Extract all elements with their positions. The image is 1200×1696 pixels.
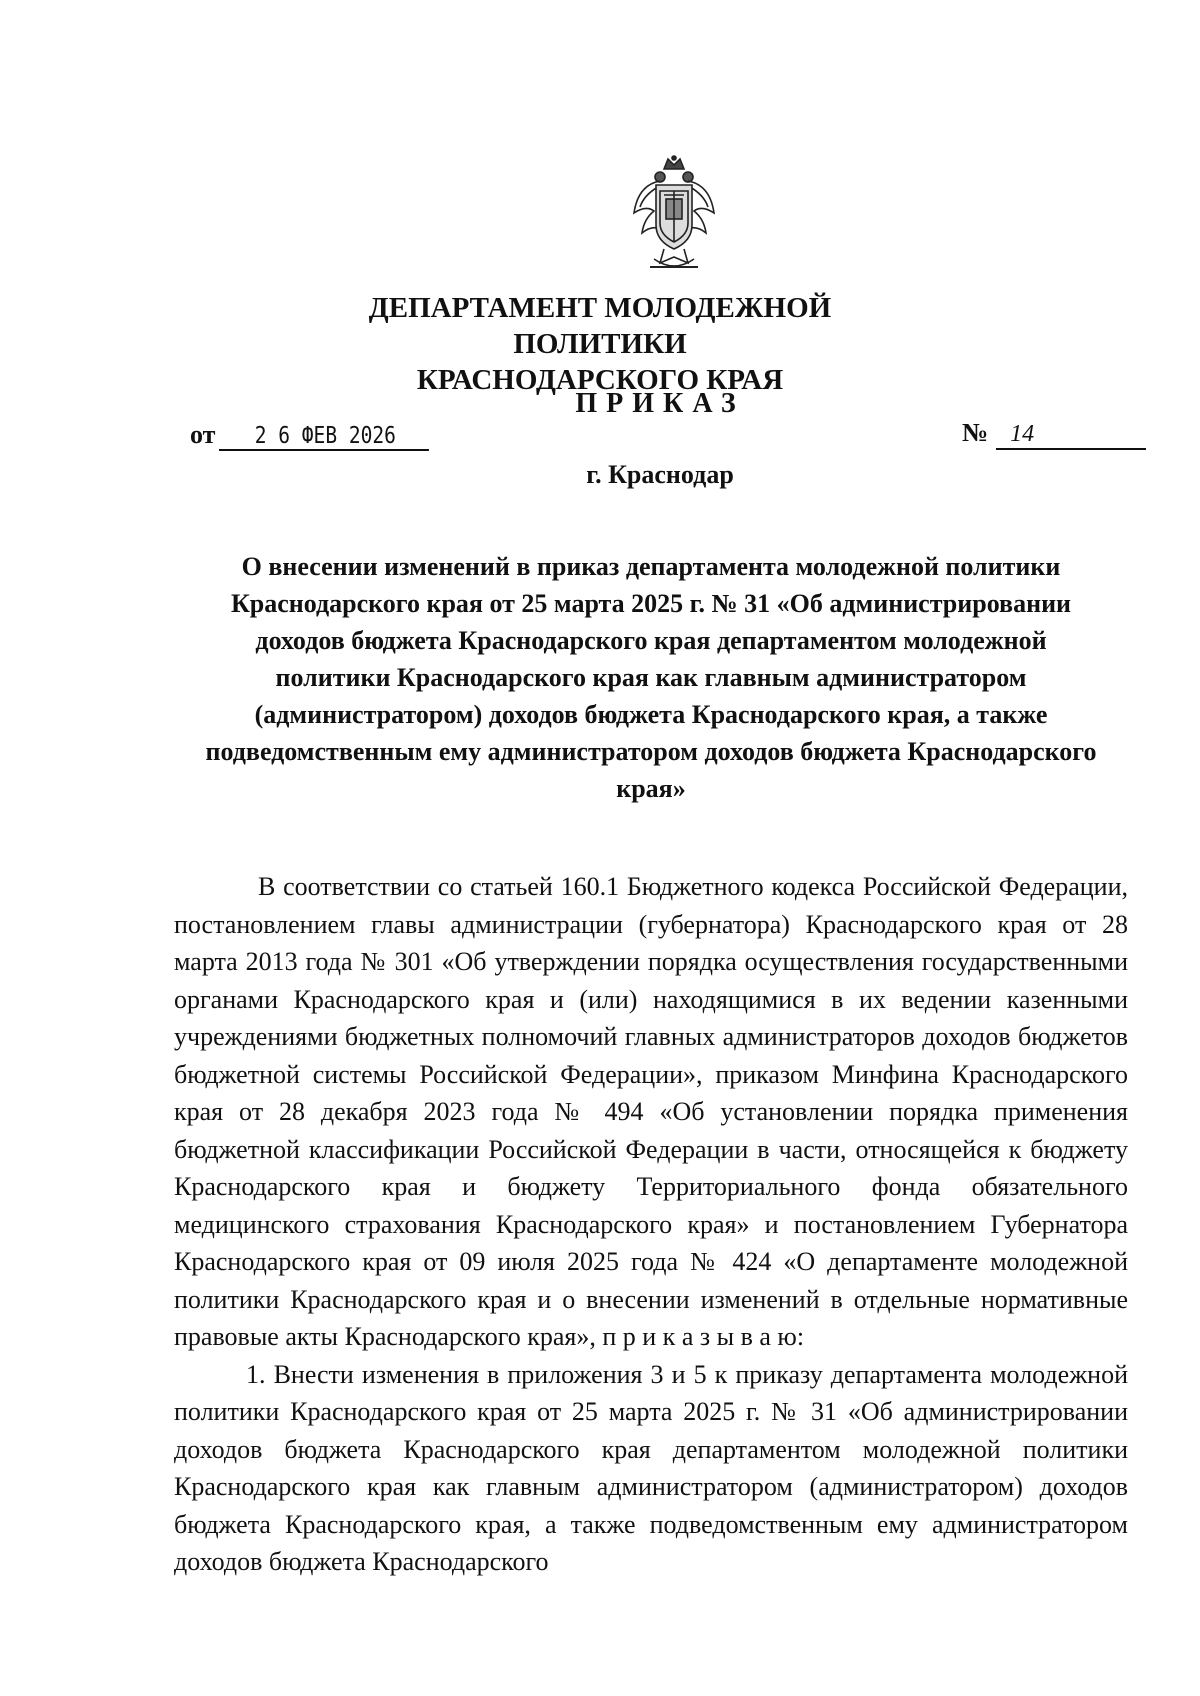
date-label: от <box>190 420 216 449</box>
department-name-line2: КРАСНОДАРСКОГО КРАЯ <box>416 364 784 396</box>
number-handwritten: 14 <box>996 421 1146 450</box>
body-paragraph-1: В соответствии со статьей 160.1 Бюджетного кодекса Российской Федерации, постановлением главы администрации (губернатора) Краснодарского края от 28 марта 2013 года № 301 «Об утверждении порядка осуществления государственными органами Краснодарского края и (или) находящимися в их ведении казенными учреждениями бюджетных полномочий главных администраторов доходов бюджетов бюджетной системы Российской Федерации», приказом Минфина Краснодарского края от 28 декабря 2023 года № 494 «Об установлении порядка применения бюджетной классификации Российской Федерации в части, относящейся к бюджету Краснодарского края и бюджету Территориального фонда обязательного медицинского страхования Краснодарского края» и постановлением Губернатора Краснодарского края от 09 июля 2025 года № 424 «О департаменте молодежной политики Краснодарского края и о внесении изменений в отдельные нормативные правовые акты Краснодарского края», п р и к а з ы в а ю: <box>174 872 1128 1351</box>
number-label: № <box>962 418 989 447</box>
date-line <box>190 420 466 451</box>
body-paragraph-2: 1. Внести изменения в приложения 3 и 5 к приказу департамента молодежной политики Краснодарского края от 25 марта 2025 г. № 31 «Об администрировании доходов бюджета Краснодарского края департаментом молодежной политики Краснодарского края как главным администратором (администратором) доходов бюджета Краснодарского края, а также подведомственным ему администратором доходов бюджета Краснодарского <box>174 1359 1128 1576</box>
coat-of-arms-icon <box>630 155 718 273</box>
number-line <box>962 418 1146 450</box>
document-type: ПРИКАЗ <box>575 388 745 419</box>
department-name <box>300 290 900 398</box>
city: г. Краснодар <box>586 460 734 489</box>
department-name-line1: ДЕПАРТАМЕНТ МОЛОДЕЖНОЙ ПОЛИТИКИ <box>368 292 832 360</box>
date-stamp: 2 6 ФЕВ 2026 <box>219 423 429 451</box>
document-body <box>174 868 1128 1581</box>
document-title: О внесении изменений в приказ департамента молодежной политики Краснодарского края от 25 марта 2025 г. № 31 «Об администрировании доходов бюджета Краснодарского края департаментом молодежной политики Краснодарского края как главным администратором (администратором) доходов бюджета Краснодарского края, а также подведомственным ему администратором доходов бюджета Краснодарского края» <box>205 552 1097 803</box>
